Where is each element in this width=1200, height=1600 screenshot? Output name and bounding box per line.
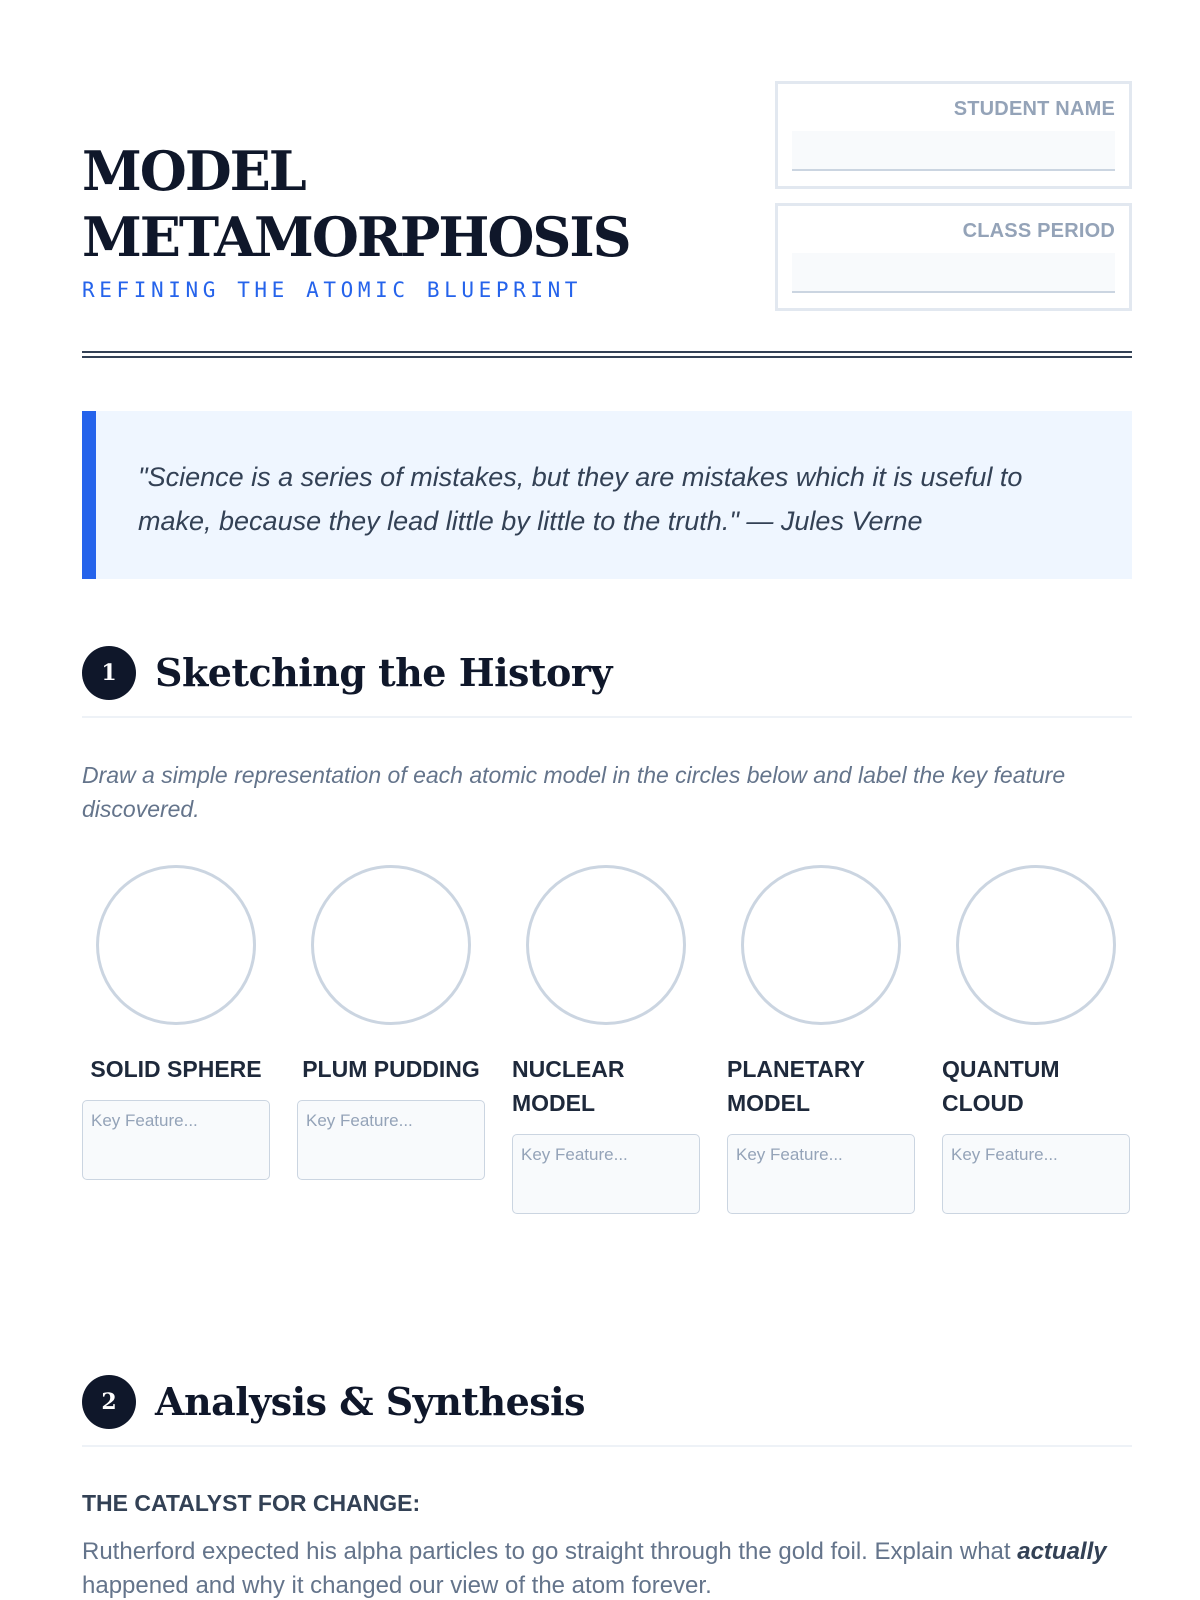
model-name: SOLID SPHERE — [90, 1056, 262, 1082]
drawing-circle[interactable] — [96, 865, 256, 1025]
header-divider-bottom — [82, 356, 1132, 358]
student-name-input[interactable] — [792, 131, 1115, 171]
student-name-box — [775, 81, 1132, 189]
header-divider-top — [82, 351, 1132, 353]
catalyst-prompt — [82, 1535, 1122, 1600]
catalyst-text-after: happened and why it changed our view of the atom forever. — [82, 1572, 712, 1599]
title-line-1: MODEL — [82, 139, 305, 203]
key-feature-input[interactable] — [82, 1100, 270, 1180]
section-2-header — [82, 1375, 1132, 1447]
worksheet-subtitle: REFINING THE ATOMIC BLUEPRINT — [82, 278, 583, 302]
drawing-circle[interactable] — [956, 865, 1116, 1025]
model-name: NUCLEAR MODEL — [512, 1056, 625, 1116]
title-line-2: METAMORPHOSIS — [82, 205, 630, 269]
drawing-circle[interactable] — [741, 865, 901, 1025]
section-1-title: Sketching the History — [155, 650, 612, 695]
section-2-number: 2 — [82, 1375, 136, 1429]
worksheet-page — [82, 0, 1132, 1600]
key-feature-input[interactable] — [942, 1134, 1130, 1214]
section-1-header — [82, 646, 1132, 718]
catalyst-text-emphasis: actually — [1017, 1538, 1107, 1565]
catalyst-label: THE CATALYST FOR CHANGE: — [82, 1490, 421, 1516]
drawing-circle[interactable] — [526, 865, 686, 1025]
catalyst-text-before: Rutherford expected his alpha particles to go straight through the gold foil. Explain what — [82, 1538, 1018, 1565]
quote-text: "Science is a series of mistakes, but they are mistakes which it is useful to make, because they lead little by little to the truth." — Jules Verne — [138, 462, 1023, 536]
section-1-number: 1 — [82, 646, 136, 700]
class-period-label: CLASS PERIOD — [962, 220, 1115, 242]
section-2-title: Analysis & Synthesis — [155, 1379, 585, 1424]
student-name-label: STUDENT NAME — [953, 98, 1115, 120]
class-period-box — [775, 203, 1132, 311]
quote-callout — [82, 411, 1132, 579]
key-feature-input[interactable] — [727, 1134, 915, 1214]
worksheet-title — [82, 138, 630, 270]
key-feature-input[interactable] — [297, 1100, 485, 1180]
drawing-circle[interactable] — [311, 865, 471, 1025]
model-name: QUANTUM CLOUD — [942, 1056, 1060, 1116]
class-period-input[interactable] — [792, 253, 1115, 293]
model-name: PLUM PUDDING — [302, 1056, 480, 1082]
section-1-instructions: Draw a simple representation of each atomic model in the circles below and label the key feature discovered. — [82, 762, 1066, 822]
model-name: PLANETARY MODEL — [727, 1056, 865, 1116]
key-feature-input[interactable] — [512, 1134, 700, 1214]
